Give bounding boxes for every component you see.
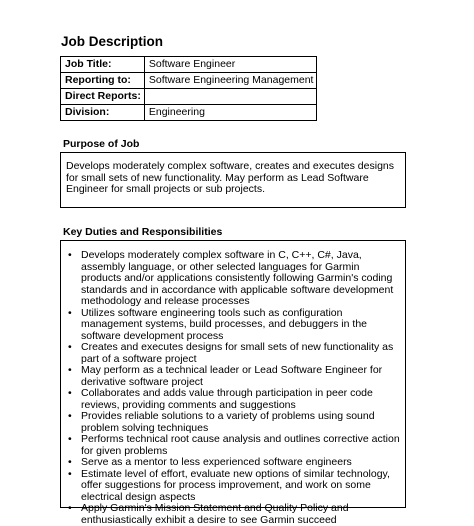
row-value: Engineering	[144, 105, 317, 121]
bullet-icon: •	[68, 306, 72, 319]
row-value: Software Engineering Management	[144, 73, 317, 89]
table-row	[61, 105, 317, 121]
purpose-box	[60, 152, 406, 208]
row-value: Software Engineer	[144, 57, 317, 73]
row-value	[144, 89, 317, 105]
row-label: Direct Reports:	[61, 89, 145, 105]
list-item	[67, 365, 401, 388]
list-item-text: May perform as a technical leader or Lead Software Engineer for derivative software project	[81, 364, 383, 388]
bullet-icon: •	[68, 249, 72, 261]
table-row	[61, 73, 317, 89]
bullet-icon: •	[68, 456, 72, 468]
list-item-text: Creates and executes designs for small sets of new functionality as part of a software project	[81, 341, 394, 365]
purpose-text: Develops moderately complex software, creates and executes designs for small sets of new functionality. May perform as Lead Software Engineer for small projects or sub projects.	[66, 160, 395, 195]
row-label: Job Title:	[61, 57, 145, 73]
list-item-text: Performs technical root cause analysis and outlines corrective action for given problems	[81, 433, 400, 457]
page-title: Job Description	[61, 34, 164, 49]
bullet-icon: •	[68, 467, 72, 480]
duties-heading: Key Duties and Responsibilities	[63, 226, 223, 238]
bullet-icon: •	[68, 410, 72, 422]
list-item	[67, 503, 401, 526]
bullet-icon: •	[68, 364, 72, 376]
list-item	[67, 342, 401, 365]
list-item	[67, 434, 401, 457]
list-item-text: Utilizes software engineering tools such as configuration management systems, build processes, and debuggers in the software development process	[81, 306, 367, 342]
duties-list	[67, 250, 401, 526]
table-row	[61, 57, 317, 73]
row-label: Reporting to:	[61, 73, 145, 89]
table-row	[61, 89, 317, 105]
bullet-icon: •	[68, 433, 72, 445]
list-item-text: Apply Garmin's Mission Statement and Quality Policy and enthusiastically exhibit a desire to see Garmin succeed	[81, 502, 349, 526]
bullet-icon: •	[68, 341, 72, 353]
list-item-text: Collaborates and adds value through participation in peer code reviews, providing comments and suggestions	[81, 387, 373, 411]
duties-box	[60, 240, 406, 526]
purpose-heading: Purpose of Job	[63, 138, 140, 150]
list-item	[67, 411, 401, 434]
list-item	[67, 469, 401, 504]
list-item	[67, 388, 401, 411]
list-item	[67, 250, 401, 308]
bullet-icon: •	[68, 387, 72, 399]
job-info-table	[60, 56, 317, 121]
list-item-text: Estimate level of effort, evaluate new options of similar technology, offer suggestions for process improvement, and work on some electrical design aspects	[81, 467, 390, 503]
list-item-text: Develops moderately complex software in C, C++, C#, Java, assembly language, or other selected languages for Garmin products and/or applications consistently following Garmin's coding standards and in accordance with applicable software development methodology and release processes	[81, 249, 394, 307]
list-item	[67, 308, 401, 343]
row-label: Division:	[61, 105, 145, 121]
list-item-text: Provides reliable solutions to a variety of problems using sound problem solving techniques	[81, 410, 375, 434]
bullet-icon: •	[68, 502, 72, 514]
list-item-text: Serve as a mentor to less experienced software engineers	[81, 456, 352, 468]
